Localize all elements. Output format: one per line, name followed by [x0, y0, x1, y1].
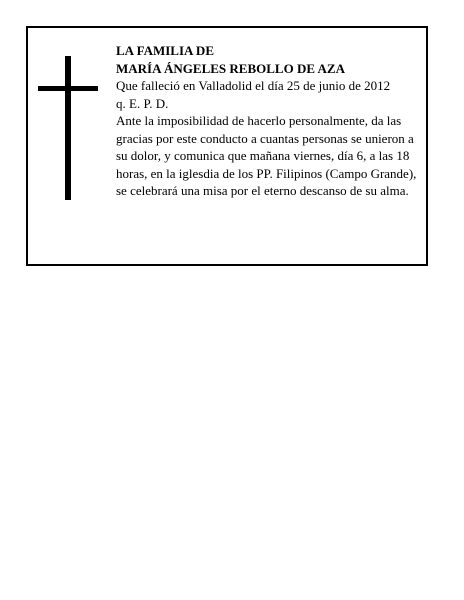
notice-text: [116, 42, 422, 200]
notice-body: Ante la imposibilidad de hacerlo personalmente, da las gracias por este conducto a cuantas personas se unieron a su dolor, y comunica que mañana viernes, día 6, a las 18 horas, en la iglesdia de los PP. Filipinos (Campo Grande), se celebrará una misa por el eterno descanso de su alma.: [116, 113, 417, 198]
heading-deceased-name: MARÍA ÁNGELES REBOLLO DE AZA: [116, 60, 345, 76]
cross-horizontal-bar: [38, 86, 98, 91]
rip-line: q. E. P. D.: [116, 95, 169, 111]
heading-family: LA FAMILIA DE: [116, 43, 214, 58]
death-date-line: Que falleció en Valladolid el día 25 de junio de 2012: [116, 78, 391, 93]
cross-vertical-bar: [65, 56, 71, 200]
cross-icon: [38, 56, 98, 200]
obituary-notice: [26, 26, 428, 266]
